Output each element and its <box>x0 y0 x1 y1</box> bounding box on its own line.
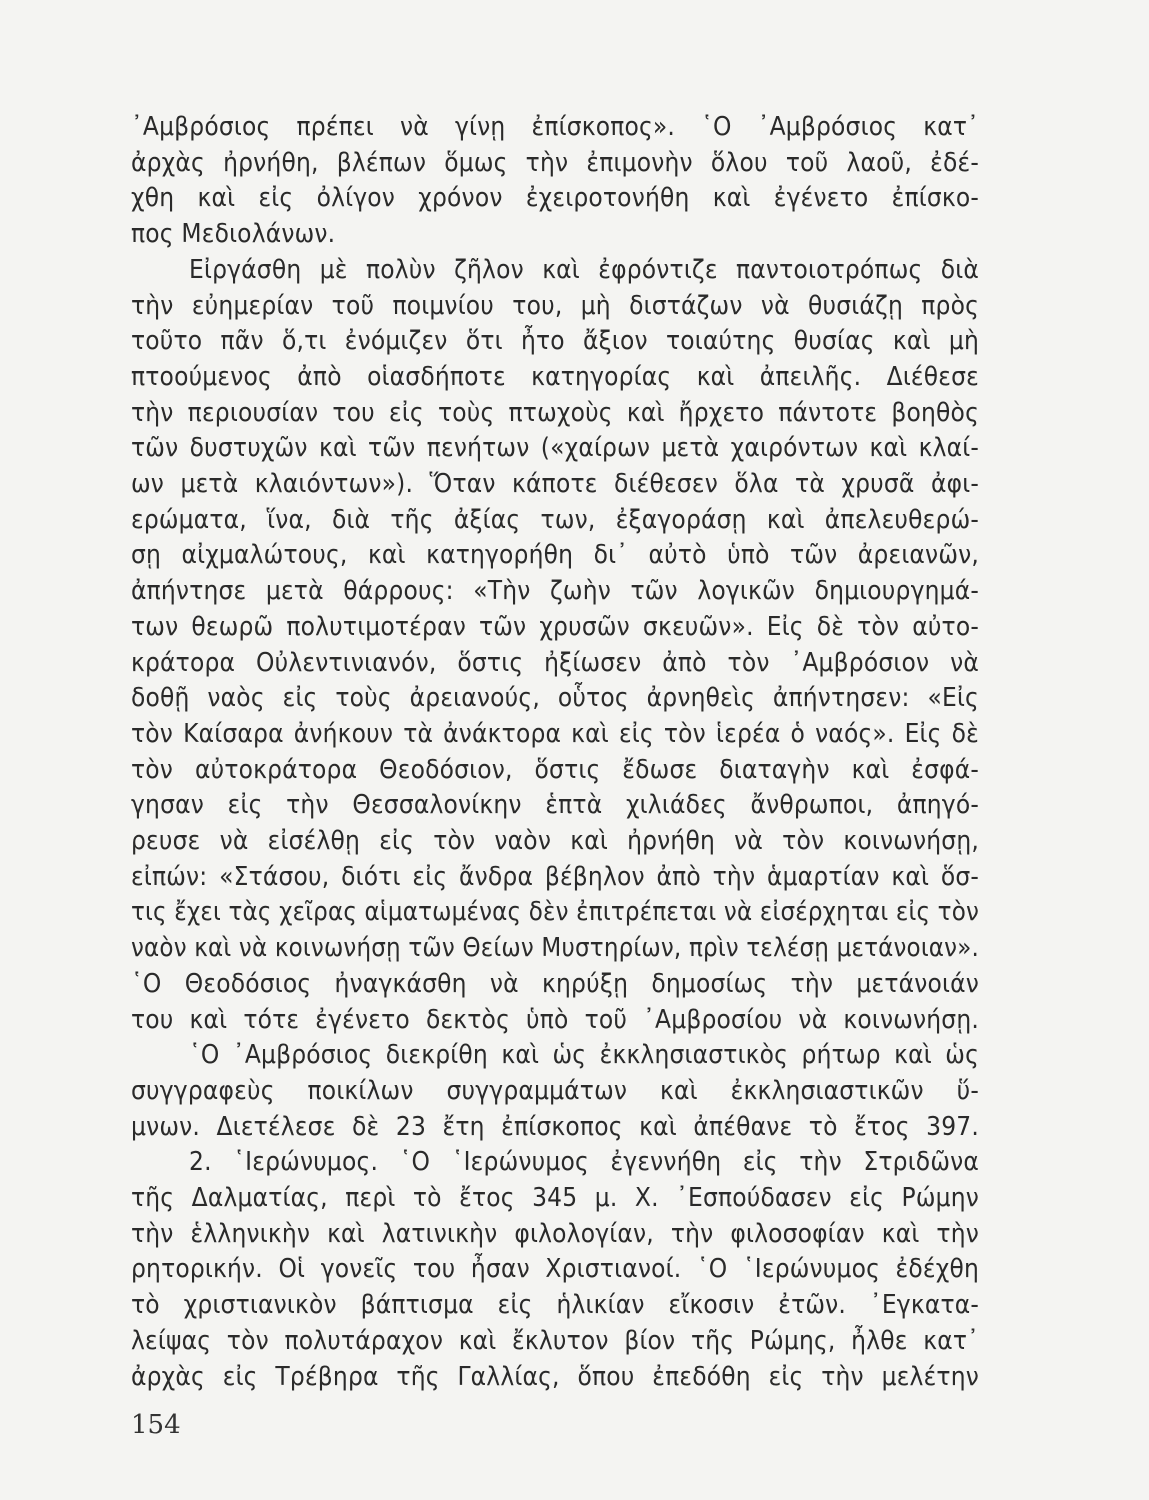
text-line: ἀπήντησε μετὰ θάρρους: «Τὴν ζωὴν τῶν λογικῶν δημιουργημά- <box>131 576 979 607</box>
text-line: σῃ αἰχμαλώτους, καὶ κατηγορήθη δι᾿ αὐτὸ ὑπὸ τῶν ἀρειανῶν, <box>131 540 979 571</box>
text-line: χθη καὶ εἰς ὀλίγον χρόνον ἐχειροτονήθη καὶ ἐγένετο ἐπίσκο- <box>131 183 979 214</box>
text-line: των θεωρῶ πολυτιμοτέραν τῶν χρυσῶν σκευῶν». Εἰς δὲ τὸν αὐτο- <box>131 611 979 642</box>
text-line: ναὸν καὶ νὰ κοινωνήσῃ τῶν Θείων Μυστηρίων, πρὶν τελέσῃ μετάνοιαν». <box>131 933 979 964</box>
text-line: ων μετὰ κλαιόντων»). Ὅταν κάποτε διέθεσεν ὅλα τὰ χρυσᾶ ἀφι- <box>131 469 979 499</box>
text-line: ῾Ο ᾿Αμβρόσιος διεκρίθη καὶ ὡς ἐκκλησιαστικὸς ρήτωρ καὶ ὡς <box>189 1040 979 1071</box>
text-line: ἀρχὰς εἰς Τρέβηρα τῆς Γαλλίας, ὅπου ἐπεδόθη εἰς τὴν μελέτην <box>131 1361 979 1392</box>
text-line: λείψας τὸν πολυτάραχον καὶ ἔκλυτον βίον τῆς Ρώμης, ἦλθε κατ᾿ <box>131 1325 979 1356</box>
text-line: γησαν εἰς τὴν Θεσσαλονίκην ἑπτὰ χιλιάδες ἄνθρωποι, ἀπηγό- <box>131 790 979 821</box>
text-line: 2. ῾Ιερώνυμος. ῾Ο ῾Ιερώνυμος ἐγεννήθη εἰς τὴν Στριδῶνα <box>189 1147 979 1178</box>
text-line: ρητορικήν. Οἱ γονεῖς του ἦσαν Χριστιανοί. ῾Ο ῾Ιερώνυμος ἐδέχθη <box>131 1254 979 1285</box>
text-line: τὴν ἑλληνικὴν καὶ λατινικὴν φιλολογίαν, τὴν φιλοσοφίαν καὶ τὴν <box>131 1218 979 1249</box>
text-line: ἀρχὰς ἠρνήθη, βλέπων ὅμως τὴν ἐπιμονὴν ὅλου τοῦ λαοῦ, ἐδέ- <box>131 147 979 178</box>
text-line: τὴν περιουσίαν του εἰς τοὺς πτωχοὺς καὶ ἤρχετο πάντοτε βοηθὸς <box>131 397 979 428</box>
page-number: 154 <box>131 1410 181 1440</box>
text-line: κράτορα Οὐλεντινιανόν, ὅστις ἠξίωσεν ἀπὸ τὸν ᾿Αμβρόσιον νὰ <box>131 647 979 678</box>
text-line: τις ἔχει τὰς χεῖρας αἱματωμένας δὲν ἐπιτρέπεται νὰ εἰσέρχηται εἰς τὸν <box>131 897 980 928</box>
text-line: μνων. Διετέλεσε δὲ 23 ἔτη ἐπίσκοπος καὶ ἀπέθανε τὸ ἔτος 397. <box>131 1111 979 1142</box>
text-line: τῆς Δαλματίας, περὶ τὸ ἔτος 345 μ. Χ. ᾿Εσπούδασεν εἰς Ρώμην <box>131 1183 979 1213</box>
text-line: τὴν εὐημερίαν τοῦ ποιμνίου του, μὴ διστάζων νὰ θυσιάζῃ πρὸς <box>131 290 979 321</box>
text-line: εἰπών: «Στάσου, διότι εἰς ἄνδρα βέβηλον ἀπὸ τὴν ἁμαρτίαν καὶ ὅσ- <box>131 861 979 892</box>
text-line: τὸν Καίσαρα ἀνήκουν τὰ ἀνάκτορα καὶ εἰς τὸν ἱερέα ὁ ναός». Εἰς δὲ <box>131 718 979 749</box>
text-line: πος Μεδιολάνων. <box>131 219 336 250</box>
text-line: πτοούμενος ἀπὸ οἱασδήποτε κατηγορίας καὶ ἀπειλῆς. Διέθεσε <box>131 361 979 392</box>
text-line: Εἰργάσθη μὲ πολὺν ζῆλον καὶ ἐφρόντιζε παντοιοτρόπως διὰ <box>189 254 979 285</box>
text-line: του καὶ τότε ἐγένετο δεκτὸς ὑπὸ τοῦ ᾿Αμβροσίου νὰ κοινωνήσῃ. <box>131 1004 979 1035</box>
text-line: τῶν δυστυχῶν καὶ τῶν πενήτων («χαίρων μετὰ χαιρόντων καὶ κλαί- <box>131 433 979 464</box>
text-line: τοῦτο πᾶν ὅ,τι ἐνόμιζεν ὅτι ἦτο ἄξιον τοιαύτης θυσίας καὶ μὴ <box>131 326 979 357</box>
text-line: τὸν αὐτοκράτορα Θεοδόσιον, ὅστις ἔδωσε διαταγὴν καὶ ἐσφά- <box>131 754 979 785</box>
text-line: ῾Ο Θεοδόσιος ἠναγκάσθη νὰ κηρύξῃ δημοσίως τὴν μετάνοιάν <box>131 968 979 999</box>
text-line: τὸ χριστιανικὸν βάπτισμα εἰς ἡλικίαν εἴκοσιν ἐτῶν. ᾿Εγκατα- <box>131 1290 979 1321</box>
text-line: ᾿Αμβρόσιος πρέπει νὰ γίνῃ ἐπίσκοπος». ῾Ο ᾿Αμβρόσιος κατ᾿ <box>131 112 979 142</box>
text-line: συγγραφεὺς ποικίλων συγγραμμάτων καὶ ἐκκλησιαστικῶν ὕ- <box>131 1075 979 1106</box>
text-line: ερώματα, ἵνα, διὰ τῆς ἀξίας των, ἐξαγοράσῃ καὶ ἀπελευθερώ- <box>131 504 979 535</box>
text-line: δοθῇ ναὸς εἰς τοὺς ἀρειανούς, οὗτος ἀρνηθεὶς ἀπήντησεν: «Εἰς <box>131 683 979 714</box>
text-line: ρευσε νὰ εἰσέλθῃ εἰς τὸν ναὸν καὶ ἠρνήθη νὰ τὸν κοινωνήσῃ, <box>131 826 979 856</box>
